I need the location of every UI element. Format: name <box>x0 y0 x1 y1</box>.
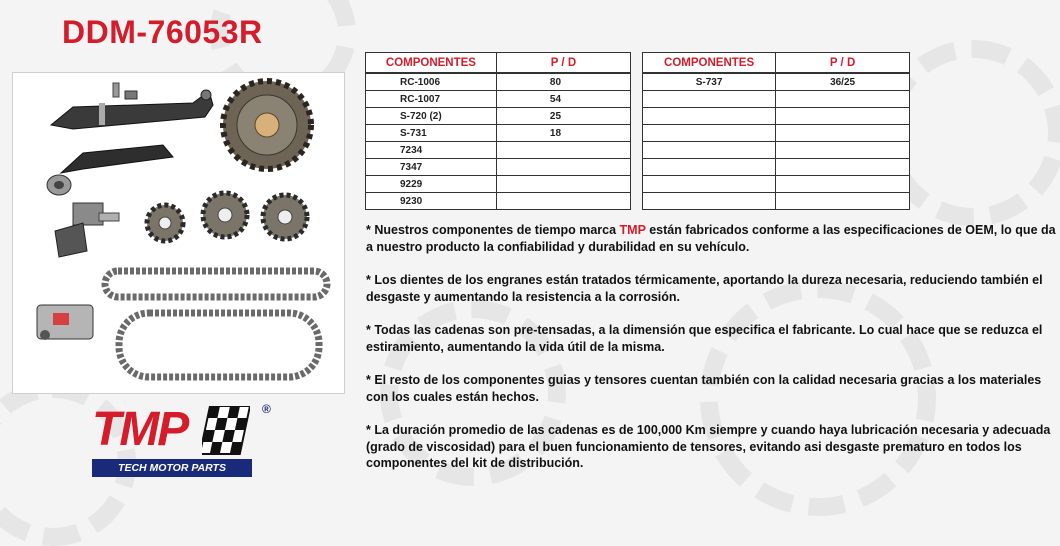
note-chains: * Todas las cadenas son pre-tensadas, a la dimensión que especifica el fabricante. Lo cual hace que se reduzca el estiramiento, aumentando la vida útil de la misma. <box>366 323 1043 354</box>
table-row <box>366 176 631 193</box>
table-row <box>366 108 631 125</box>
table-row <box>366 142 631 159</box>
component-pd: 36/25 <box>776 73 910 91</box>
logo-mark: TMP <box>92 403 188 456</box>
table-row <box>366 159 631 176</box>
component-pd <box>496 159 630 176</box>
components-table-left <box>365 52 631 210</box>
product-code-title: DDM-76053R <box>62 14 263 50</box>
component-pd <box>776 159 910 176</box>
component-code <box>643 193 776 210</box>
chain-tensioner <box>55 203 119 257</box>
chain-guide-lower <box>47 145 173 195</box>
component-pd <box>776 142 910 159</box>
column-header-componentes: COMPONENTES <box>366 53 497 74</box>
product-notes <box>366 222 1056 489</box>
component-code: S-720 (2) <box>366 108 497 125</box>
component-pd <box>496 176 630 193</box>
component-pd: 54 <box>496 91 630 108</box>
timing-chain-upper <box>105 271 327 297</box>
component-code: S-731 <box>366 125 497 142</box>
component-pd <box>776 176 910 193</box>
column-header-pd: P / D <box>776 53 910 74</box>
table-row <box>366 193 631 210</box>
component-code <box>643 142 776 159</box>
component-pd <box>496 193 630 210</box>
product-photo <box>12 72 345 394</box>
component-code <box>643 125 776 142</box>
crankshaft-sprockets <box>147 193 307 241</box>
table-row <box>643 142 910 159</box>
table-row <box>366 125 631 142</box>
table-row <box>643 91 910 108</box>
note-guides-tensioners: * El resto de los componentes guias y tensores cuentan también con la calidad necesaria gracias a los materiales con los cuales están hechos. <box>366 373 1042 404</box>
component-pd: 80 <box>496 73 630 91</box>
note-chain-lifespan: * La duración promedio de las cadenas es de 100,000 Km siempre y cuando haya lubricación necesaria y adecuada (grado de viscosidad) para el buen funcionamiento de tensores, evitando asi desgaste prematuro en todos los componentes del kit de distribución. <box>366 423 1051 470</box>
component-pd <box>776 91 910 108</box>
checkered-flag-icon <box>202 406 250 456</box>
note-quality: * Nuestros componentes de tiempo marca TMP están fabricados conforme a las especificaciones de OEM, lo que da a nuestro producto la confiabilidad y durabilidad en su vehículo. <box>366 223 1056 254</box>
component-code <box>643 176 776 193</box>
tmp-logo <box>92 402 272 482</box>
brand-name: TMP <box>619 223 646 237</box>
table-row <box>643 108 910 125</box>
component-pd <box>776 108 910 125</box>
components-table-right <box>642 52 910 210</box>
component-code <box>643 159 776 176</box>
timing-kit-illustration <box>13 73 344 393</box>
component-code: S-737 <box>643 73 776 91</box>
component-code: RC-1006 <box>366 73 497 91</box>
component-code: 9229 <box>366 176 497 193</box>
component-pd <box>776 125 910 142</box>
column-header-pd: P / D <box>496 53 630 74</box>
table-row <box>643 193 910 210</box>
component-code <box>643 108 776 125</box>
note-gear-teeth: * Los dientes de los engranes están tratados térmicamente, aportando la dureza necesaria, reduciendo también el desgaste y aumentando la resistencia a la corrosión. <box>366 273 1043 304</box>
component-pd: 25 <box>496 108 630 125</box>
table-row <box>366 73 631 91</box>
component-pd <box>496 142 630 159</box>
table-row <box>643 125 910 142</box>
table-row <box>643 73 910 91</box>
timing-chain-lower <box>119 313 319 377</box>
camshaft-sprocket <box>223 81 311 169</box>
registered-mark: ® <box>262 402 271 416</box>
column-header-componentes: COMPONENTES <box>643 53 776 74</box>
component-code: 7347 <box>366 159 497 176</box>
logo-tagline: TECH MOTOR PARTS <box>92 459 252 477</box>
table-row <box>643 176 910 193</box>
component-pd: 18 <box>496 125 630 142</box>
component-code: 7234 <box>366 142 497 159</box>
table-row <box>643 159 910 176</box>
component-code: RC-1007 <box>366 91 497 108</box>
bolts <box>113 83 137 99</box>
component-code <box>643 91 776 108</box>
table-row <box>366 91 631 108</box>
component-pd <box>776 193 910 210</box>
hydraulic-tensioner <box>37 305 93 340</box>
component-code: 9230 <box>366 193 497 210</box>
